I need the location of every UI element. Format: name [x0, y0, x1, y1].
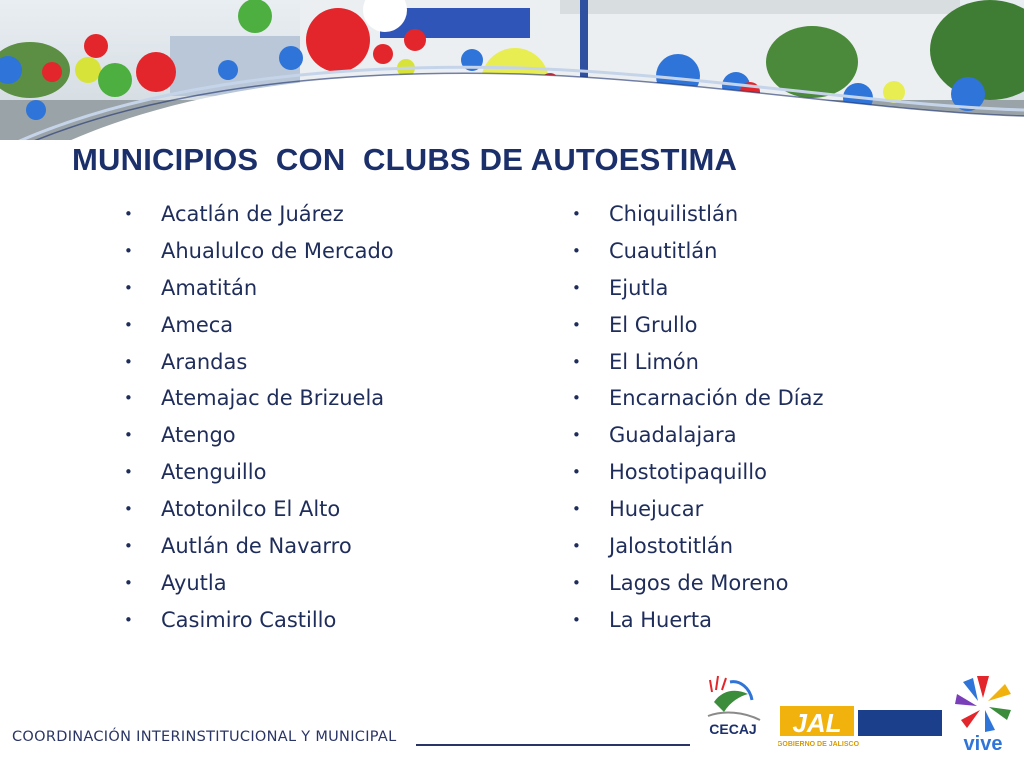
bullet-icon: • [124, 278, 133, 297]
bullet-icon: • [124, 610, 133, 629]
bullet-icon: • [572, 426, 581, 445]
slide-title: MUNICIPIOS CON CLUBS DE AUTOESTIMA [72, 142, 738, 177]
cecaj-logo [700, 672, 766, 754]
jal-logo-subtext: GOBIERNO DE JALISCO [778, 741, 860, 748]
municipality-list-item [120, 454, 394, 491]
bullet-icon: • [572, 352, 581, 371]
municipality-list-left [120, 196, 394, 639]
municipality-list-item [120, 380, 394, 417]
municipality-name: Casimiro Castillo [161, 607, 337, 632]
municipality-list-item [120, 196, 394, 233]
municipality-name: Huejucar [609, 497, 704, 522]
municipality-name: El Limón [609, 349, 699, 374]
municipality-name: Ejutla [609, 275, 669, 300]
bullet-icon: • [572, 537, 581, 556]
municipality-name: Hostotipaquillo [609, 460, 767, 485]
municipality-name: Acatlán de Juárez [161, 202, 344, 226]
bullet-icon: • [572, 241, 581, 260]
municipality-list-item [120, 307, 394, 344]
municipality-list-item [120, 602, 394, 639]
bullet-icon: • [572, 315, 581, 334]
municipality-list-item [120, 270, 394, 307]
municipality-list-item [568, 196, 823, 233]
municipality-list-item [120, 528, 394, 565]
municipality-list-item [568, 307, 823, 344]
municipality-name: Arandas [161, 349, 248, 374]
bullet-icon: • [124, 573, 133, 592]
bullet-icon: • [124, 352, 133, 371]
municipality-name: La Huerta [609, 607, 713, 632]
bullet-icon: • [572, 500, 581, 519]
vive-logo-text: vive [963, 733, 1003, 754]
municipality-name: El Grullo [609, 312, 698, 337]
footer-divider [416, 744, 690, 746]
bullet-icon: • [124, 537, 133, 556]
bullet-icon: • [124, 241, 133, 260]
municipality-name: Autlán de Navarro [161, 534, 352, 559]
municipality-list-item [568, 528, 823, 565]
bullet-icon: • [124, 205, 133, 223]
header-photo-banner [0, 0, 1024, 140]
municipality-name: Ameca [161, 312, 234, 337]
municipality-list-item [120, 565, 394, 602]
jalisco-government-logo [778, 702, 944, 748]
bullet-icon: • [572, 205, 581, 223]
bullet-icon: • [572, 610, 581, 629]
municipality-name: Jalostotitlán [609, 534, 734, 559]
municipality-name: Atengo [161, 423, 236, 448]
bullet-icon: • [124, 315, 133, 334]
municipality-list-right [568, 196, 823, 639]
municipality-name: Guadalajara [609, 423, 737, 448]
jal-logo-text: JAL [792, 708, 842, 738]
municipality-list-item [568, 565, 823, 602]
bullet-icon: • [572, 389, 581, 408]
municipality-list-item [568, 454, 823, 491]
municipality-name: Atotonilco El Alto [161, 497, 341, 522]
municipality-name: Amatitán [161, 275, 258, 300]
bullet-icon: • [124, 463, 133, 482]
municipality-name: Ayutla [161, 570, 227, 595]
footer-coordination-label: COORDINACIÓN INTERINSTITUCIONAL Y MUNICIPAL [12, 729, 397, 745]
municipality-list-item [120, 491, 394, 528]
municipality-name: Lagos de Moreno [609, 570, 789, 595]
municipality-list-item [568, 233, 823, 270]
municipality-name: Atenguillo [161, 460, 267, 485]
municipality-list-item [120, 417, 394, 454]
cecaj-logo-text: CECAJ [709, 721, 757, 737]
municipality-list-item [568, 380, 823, 417]
bullet-icon: • [572, 463, 581, 482]
vive-logo [950, 672, 1016, 754]
municipality-list-item [568, 270, 823, 307]
bullet-icon: • [572, 573, 581, 592]
municipality-list-item [120, 233, 394, 270]
municipality-name: Cuautitlán [609, 238, 718, 263]
municipality-list-item [120, 344, 394, 381]
municipality-list-item [568, 417, 823, 454]
municipality-name: Encarnación de Díaz [609, 386, 824, 411]
bullet-icon: • [572, 278, 581, 297]
municipality-list-item [568, 344, 823, 381]
bullet-icon: • [124, 389, 133, 408]
municipality-list-item [568, 602, 823, 639]
municipality-name: Ahualulco de Mercado [161, 238, 394, 263]
municipality-name: Atemajac de Brizuela [161, 386, 385, 411]
municipality-list-item [568, 491, 823, 528]
bullet-icon: • [124, 500, 133, 519]
municipality-name: Chiquilistlán [609, 202, 739, 226]
bullet-icon: • [124, 426, 133, 445]
